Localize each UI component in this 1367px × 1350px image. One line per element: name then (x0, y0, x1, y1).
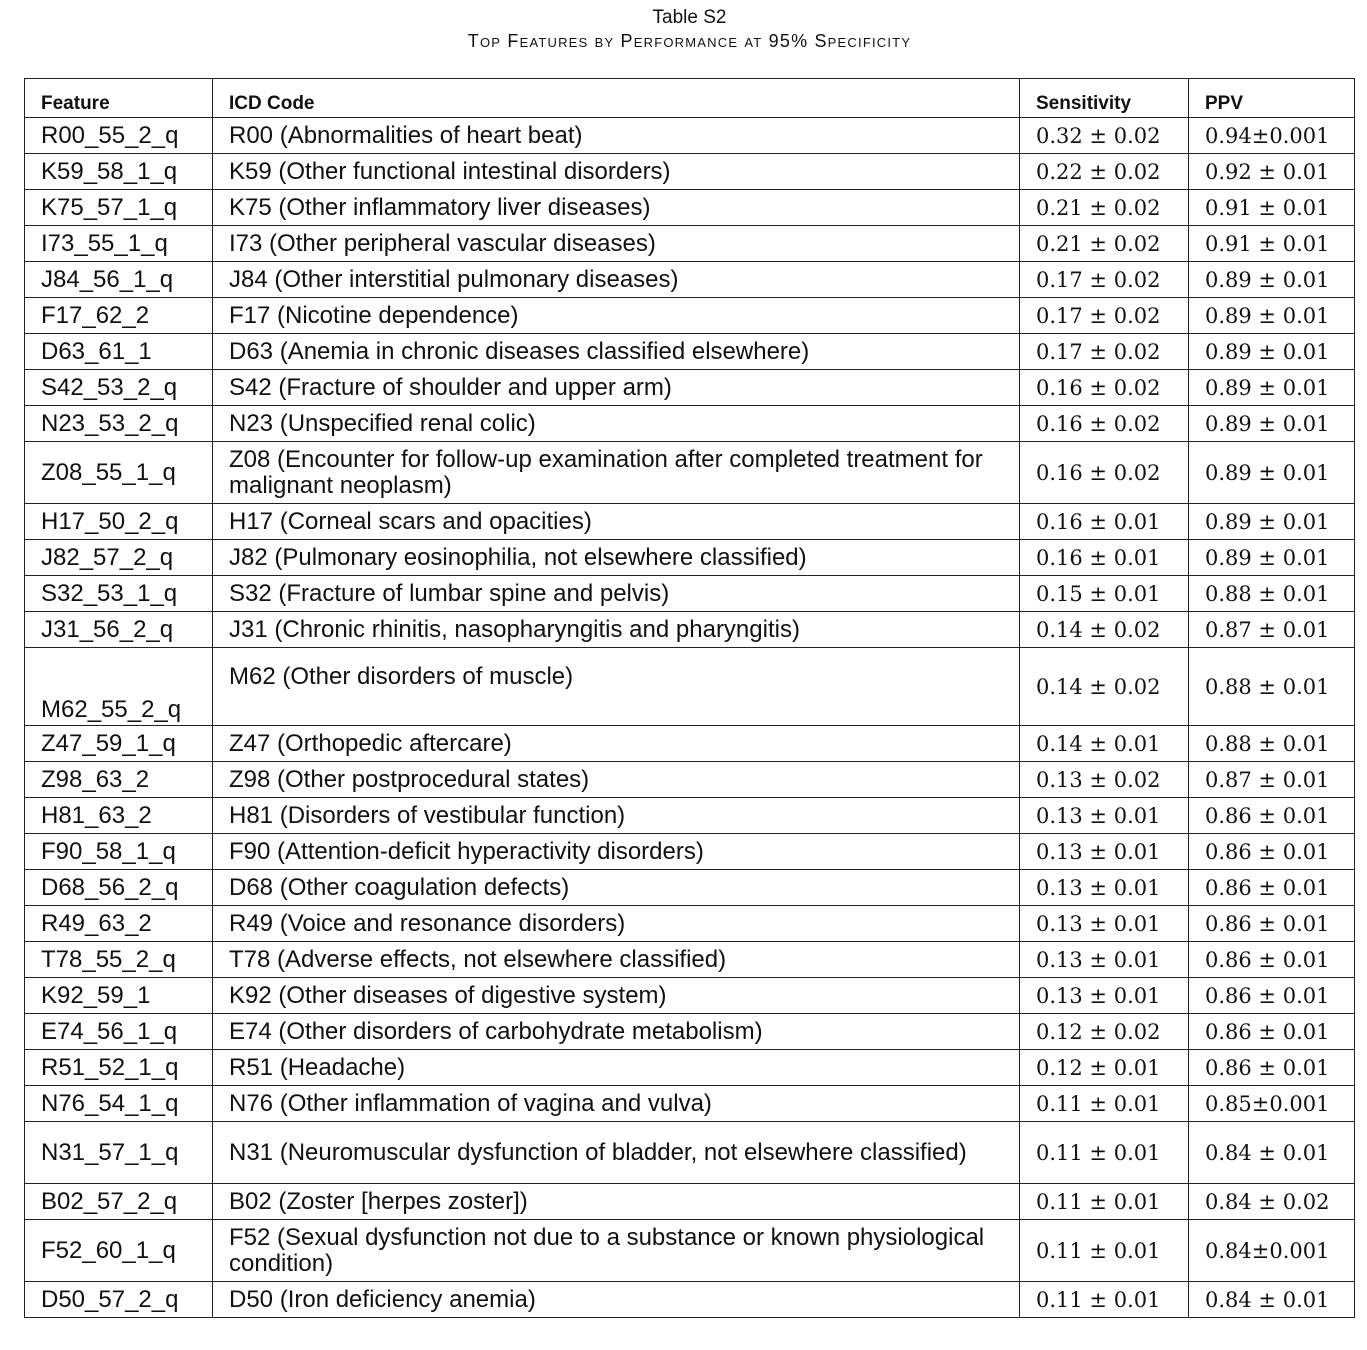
ppv-cell: 0.89 ± 0.01 (1189, 406, 1355, 442)
icd-code-cell: M62 (Other disorders of muscle) (213, 648, 1020, 726)
sensitivity-cell: 0.13 ± 0.01 (1020, 942, 1189, 978)
icd-code-cell: K59 (Other functional intestinal disorders) (213, 154, 1020, 190)
feature-cell: H81_63_2 (25, 798, 213, 834)
table-row (25, 406, 1355, 442)
feature-cell: S32_53_1_q (25, 576, 213, 612)
sensitivity-cell: 0.14 ± 0.02 (1020, 648, 1189, 726)
feature-cell: Z98_63_2 (25, 762, 213, 798)
ppv-cell: 0.84±0.001 (1189, 1220, 1355, 1282)
feature-cell: F90_58_1_q (25, 834, 213, 870)
sensitivity-cell: 0.16 ± 0.02 (1020, 442, 1189, 504)
feature-cell: Z47_59_1_q (25, 726, 213, 762)
table-title: Top Features by Performance at 95% Specificity (467, 31, 912, 51)
ppv-cell: 0.84 ± 0.02 (1189, 1184, 1355, 1220)
table-row (25, 154, 1355, 190)
icd-code-cell: Z47 (Orthopedic aftercare) (213, 726, 1020, 762)
table-row (25, 1086, 1355, 1122)
table-row (25, 576, 1355, 612)
table-row (25, 298, 1355, 334)
feature-cell: B02_57_2_q (25, 1184, 213, 1220)
ppv-cell: 0.86 ± 0.01 (1189, 942, 1355, 978)
icd-code-cell: K92 (Other diseases of digestive system) (213, 978, 1020, 1014)
icd-code-cell: S32 (Fracture of lumbar spine and pelvis) (213, 576, 1020, 612)
icd-code-cell: R49 (Voice and resonance disorders) (213, 906, 1020, 942)
icd-code-cell: H81 (Disorders of vestibular function) (213, 798, 1020, 834)
icd-code-cell: J82 (Pulmonary eosinophilia, not elsewhere classified) (213, 540, 1020, 576)
icd-code-cell: N76 (Other inflammation of vagina and vulva) (213, 1086, 1020, 1122)
sensitivity-cell: 0.16 ± 0.01 (1020, 540, 1189, 576)
ppv-cell: 0.94±0.001 (1189, 118, 1355, 154)
table-row (25, 978, 1355, 1014)
icd-code-cell: R51 (Headache) (213, 1050, 1020, 1086)
icd-code-cell: T78 (Adverse effects, not elsewhere classified) (213, 942, 1020, 978)
sensitivity-cell: 0.16 ± 0.02 (1020, 370, 1189, 406)
sensitivity-cell: 0.16 ± 0.02 (1020, 406, 1189, 442)
table-header (25, 79, 1355, 118)
sensitivity-cell: 0.13 ± 0.02 (1020, 762, 1189, 798)
table-row (25, 370, 1355, 406)
sensitivity-cell: 0.11 ± 0.01 (1020, 1220, 1189, 1282)
header-row (25, 79, 1355, 118)
sensitivity-cell: 0.16 ± 0.01 (1020, 504, 1189, 540)
sensitivity-cell: 0.22 ± 0.02 (1020, 154, 1189, 190)
feature-cell: R49_63_2 (25, 906, 213, 942)
sensitivity-cell: 0.13 ± 0.01 (1020, 834, 1189, 870)
table-row (25, 334, 1355, 370)
results-table (24, 78, 1355, 1318)
ppv-cell: 0.87 ± 0.01 (1189, 612, 1355, 648)
ppv-cell: 0.92 ± 0.01 (1189, 154, 1355, 190)
ppv-cell: 0.91 ± 0.01 (1189, 190, 1355, 226)
table-row (25, 906, 1355, 942)
sensitivity-cell: 0.13 ± 0.01 (1020, 906, 1189, 942)
feature-cell: F52_60_1_q (25, 1220, 213, 1282)
icd-code-cell: D68 (Other coagulation defects) (213, 870, 1020, 906)
icd-code-cell: J84 (Other interstitial pulmonary diseases) (213, 262, 1020, 298)
icd-code-cell: D50 (Iron deficiency anemia) (213, 1282, 1020, 1318)
icd-code-cell: R00 (Abnormalities of heart beat) (213, 118, 1020, 154)
table-row (25, 1282, 1355, 1318)
feature-cell: N31_57_1_q (25, 1122, 213, 1184)
feature-cell: R51_52_1_q (25, 1050, 213, 1086)
ppv-cell: 0.86 ± 0.01 (1189, 870, 1355, 906)
sensitivity-cell: 0.17 ± 0.02 (1020, 262, 1189, 298)
ppv-cell: 0.88 ± 0.01 (1189, 726, 1355, 762)
sensitivity-cell: 0.11 ± 0.01 (1020, 1122, 1189, 1184)
ppv-cell: 0.88 ± 0.01 (1189, 576, 1355, 612)
header-sensitivity: Sensitivity (1020, 79, 1189, 118)
ppv-cell: 0.88 ± 0.01 (1189, 648, 1355, 726)
sensitivity-cell: 0.11 ± 0.01 (1020, 1184, 1189, 1220)
icd-code-cell: N31 (Neuromuscular dysfunction of bladder, not elsewhere classified) (213, 1122, 1020, 1184)
icd-code-cell: F90 (Attention-deficit hyperactivity disorders) (213, 834, 1020, 870)
sensitivity-cell: 0.12 ± 0.02 (1020, 1014, 1189, 1050)
feature-cell: K75_57_1_q (25, 190, 213, 226)
feature-cell: J84_56_1_q (25, 262, 213, 298)
icd-code-cell: Z98 (Other postprocedural states) (213, 762, 1020, 798)
ppv-cell: 0.86 ± 0.01 (1189, 1014, 1355, 1050)
sensitivity-cell: 0.12 ± 0.01 (1020, 1050, 1189, 1086)
icd-code-cell: E74 (Other disorders of carbohydrate metabolism) (213, 1014, 1020, 1050)
ppv-cell: 0.89 ± 0.01 (1189, 298, 1355, 334)
ppv-cell: 0.84 ± 0.01 (1189, 1122, 1355, 1184)
table-row (25, 118, 1355, 154)
feature-cell: K92_59_1 (25, 978, 213, 1014)
feature-cell: I73_55_1_q (25, 226, 213, 262)
feature-cell: D68_56_2_q (25, 870, 213, 906)
feature-cell: S42_53_2_q (25, 370, 213, 406)
feature-cell: Z08_55_1_q (25, 442, 213, 504)
feature-cell: H17_50_2_q (25, 504, 213, 540)
ppv-cell: 0.89 ± 0.01 (1189, 540, 1355, 576)
table-row (25, 226, 1355, 262)
icd-code-cell: N23 (Unspecified renal colic) (213, 406, 1020, 442)
table-row (25, 942, 1355, 978)
table-row (25, 1220, 1355, 1282)
sensitivity-cell: 0.11 ± 0.01 (1020, 1282, 1189, 1318)
feature-cell: N23_53_2_q (25, 406, 213, 442)
table-row (25, 834, 1355, 870)
table-row (25, 1184, 1355, 1220)
ppv-cell: 0.86 ± 0.01 (1189, 906, 1355, 942)
sensitivity-cell: 0.17 ± 0.02 (1020, 334, 1189, 370)
table-row (25, 1122, 1355, 1184)
icd-code-cell: J31 (Chronic rhinitis, nasopharyngitis and pharyngitis) (213, 612, 1020, 648)
ppv-cell: 0.84 ± 0.01 (1189, 1282, 1355, 1318)
sensitivity-cell: 0.21 ± 0.02 (1020, 190, 1189, 226)
icd-code-cell: K75 (Other inflammatory liver diseases) (213, 190, 1020, 226)
header-icd-code: ICD Code (213, 79, 1020, 118)
table-row (25, 612, 1355, 648)
table-row (25, 798, 1355, 834)
feature-cell: N76_54_1_q (25, 1086, 213, 1122)
feature-cell: J82_57_2_q (25, 540, 213, 576)
icd-code-cell: Z08 (Encounter for follow-up examination after completed treatment for malignant neoplasm) (213, 442, 1020, 504)
feature-cell: M62_55_2_q (25, 648, 213, 726)
feature-cell: T78_55_2_q (25, 942, 213, 978)
icd-code-cell: S42 (Fracture of shoulder and upper arm) (213, 370, 1020, 406)
table-row (25, 1050, 1355, 1086)
ppv-cell: 0.87 ± 0.01 (1189, 762, 1355, 798)
table-row (25, 870, 1355, 906)
ppv-cell: 0.89 ± 0.01 (1189, 370, 1355, 406)
table-row (25, 648, 1355, 726)
table-row (25, 726, 1355, 762)
table-row (25, 504, 1355, 540)
feature-cell: K59_58_1_q (25, 154, 213, 190)
table-row (25, 762, 1355, 798)
feature-cell: F17_62_2 (25, 298, 213, 334)
sensitivity-cell: 0.15 ± 0.01 (1020, 576, 1189, 612)
sensitivity-cell: 0.13 ± 0.01 (1020, 798, 1189, 834)
table-row (25, 262, 1355, 298)
header-feature: Feature (25, 79, 213, 118)
sensitivity-cell: 0.32 ± 0.02 (1020, 118, 1189, 154)
icd-code-cell: B02 (Zoster [herpes zoster]) (213, 1184, 1020, 1220)
feature-cell: J31_56_2_q (25, 612, 213, 648)
sensitivity-cell: 0.13 ± 0.01 (1020, 870, 1189, 906)
ppv-cell: 0.89 ± 0.01 (1189, 442, 1355, 504)
icd-code-cell: H17 (Corneal scars and opacities) (213, 504, 1020, 540)
feature-cell: D63_61_1 (25, 334, 213, 370)
table-row (25, 190, 1355, 226)
icd-code-cell: F52 (Sexual dysfunction not due to a substance or known physiological condition) (213, 1220, 1020, 1282)
feature-cell: E74_56_1_q (25, 1014, 213, 1050)
table-caption (0, 6, 1367, 52)
table-label: Table S2 (652, 7, 727, 28)
feature-cell: D50_57_2_q (25, 1282, 213, 1318)
table-row (25, 540, 1355, 576)
table-row (25, 442, 1355, 504)
header-ppv: PPV (1189, 79, 1355, 118)
ppv-cell: 0.89 ± 0.01 (1189, 504, 1355, 540)
sensitivity-cell: 0.13 ± 0.01 (1020, 978, 1189, 1014)
sensitivity-cell: 0.14 ± 0.02 (1020, 612, 1189, 648)
ppv-cell: 0.89 ± 0.01 (1189, 334, 1355, 370)
ppv-cell: 0.86 ± 0.01 (1189, 1050, 1355, 1086)
ppv-cell: 0.86 ± 0.01 (1189, 834, 1355, 870)
ppv-cell: 0.91 ± 0.01 (1189, 226, 1355, 262)
feature-cell: R00_55_2_q (25, 118, 213, 154)
sensitivity-cell: 0.17 ± 0.02 (1020, 298, 1189, 334)
ppv-cell: 0.89 ± 0.01 (1189, 262, 1355, 298)
sensitivity-cell: 0.11 ± 0.01 (1020, 1086, 1189, 1122)
ppv-cell: 0.86 ± 0.01 (1189, 798, 1355, 834)
ppv-cell: 0.86 ± 0.01 (1189, 978, 1355, 1014)
sensitivity-cell: 0.14 ± 0.01 (1020, 726, 1189, 762)
table-row (25, 1014, 1355, 1050)
ppv-cell: 0.85±0.001 (1189, 1086, 1355, 1122)
icd-code-cell: D63 (Anemia in chronic diseases classified elsewhere) (213, 334, 1020, 370)
sensitivity-cell: 0.21 ± 0.02 (1020, 226, 1189, 262)
icd-code-cell: F17 (Nicotine dependence) (213, 298, 1020, 334)
icd-code-cell: I73 (Other peripheral vascular diseases) (213, 226, 1020, 262)
table-body (25, 118, 1355, 1318)
